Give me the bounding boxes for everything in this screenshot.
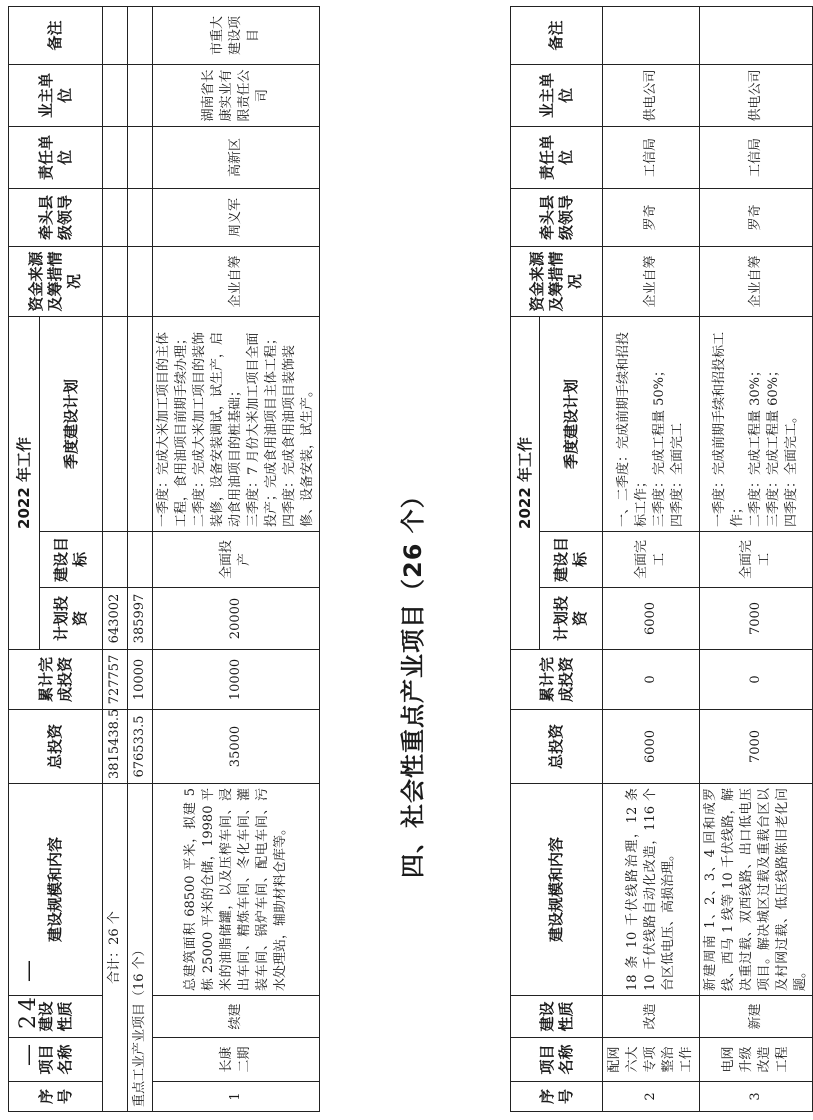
row-scale: 18 条 10 千伏线路治理，12 条 10 千伏线路自动化改造，116 个台区低电压、高损治理。 bbox=[603, 784, 700, 996]
row-seq: 2 bbox=[603, 1082, 700, 1112]
header-owner: 业主单位 bbox=[9, 64, 103, 126]
row-owner: 供电公司 bbox=[700, 64, 813, 126]
row-cumulative-investment: 0 bbox=[603, 650, 700, 710]
row-project-name: 长康二期 bbox=[153, 1038, 320, 1082]
subtotal-planned-investment: 385997 bbox=[128, 588, 153, 650]
row-lead: 罗奇 bbox=[700, 188, 813, 246]
empty-cell bbox=[103, 64, 128, 126]
row-responsible-unit: 高新区 bbox=[153, 126, 320, 188]
header-seq: 序号 bbox=[9, 1082, 103, 1112]
page-number: — 24 — bbox=[16, 956, 41, 1066]
row-total-investment: 35000 bbox=[153, 710, 320, 784]
subtotal-row bbox=[128, 6, 153, 1111]
header-lead: 牵头县级领导 bbox=[511, 188, 603, 246]
header-total-investment: 总投资 bbox=[9, 710, 103, 784]
empty-cell bbox=[128, 188, 153, 246]
empty-cell bbox=[128, 64, 153, 126]
empty-cell bbox=[103, 6, 128, 64]
empty-cell bbox=[103, 532, 128, 588]
row-nature: 新建 bbox=[700, 996, 813, 1038]
header-project-name: 项目名称 bbox=[511, 1038, 603, 1082]
header-scale: 建设规模和内容 bbox=[9, 784, 103, 996]
row-funding: 企业自筹 bbox=[700, 246, 813, 316]
header-scale: 建设规模和内容 bbox=[511, 784, 603, 996]
row-quarterly-plan: 一季度：完成大米加工项目的主体工程，食用油项目前期手续办理； 二季度：完成大米加工项目的装饰装修，设备安装调试，试生产，启动食用油项目的桩基础； 三季度：7 月份大米加工项目全面投产；完成食用油项目主体工程； 四季度：完成食用油项目装饰装修、设备安装，试生产。 bbox=[153, 316, 320, 531]
row-planned-investment: 6000 bbox=[603, 588, 700, 650]
row-lead: 罗奇 bbox=[603, 188, 700, 246]
header-planned-investment: 计划投资 bbox=[540, 588, 603, 650]
row-project-name: 电网升级改造工程 bbox=[700, 1038, 813, 1082]
row-nature: 续建 bbox=[153, 996, 320, 1038]
row-remarks bbox=[603, 6, 700, 64]
row-planned-investment: 20000 bbox=[153, 588, 320, 650]
row-remarks: 市重大建设项目 bbox=[153, 6, 320, 64]
header-target: 建设目标 bbox=[540, 532, 603, 588]
header-planned-investment: 计划投资 bbox=[40, 588, 103, 650]
header-responsible-unit: 责任单位 bbox=[511, 126, 603, 188]
empty-cell bbox=[128, 316, 153, 531]
header-cumulative-investment: 累计完成投资 bbox=[511, 650, 603, 710]
row-funding: 企业自筹 bbox=[153, 246, 320, 316]
header-funding: 资金来源及筹措情况 bbox=[511, 246, 603, 316]
row-owner: 供电公司 bbox=[603, 64, 700, 126]
table-row bbox=[700, 6, 813, 1111]
header-responsible-unit: 责任单位 bbox=[9, 126, 103, 188]
subtotal-label: 重点工业产业项目（16 个） bbox=[128, 784, 153, 1112]
total-planned-investment: 643002 bbox=[103, 588, 128, 650]
header-nature: 建设性质 bbox=[511, 996, 603, 1038]
empty-cell bbox=[103, 126, 128, 188]
row-total-investment: 7000 bbox=[700, 710, 813, 784]
row-total-investment: 6000 bbox=[603, 710, 700, 784]
header-total-investment: 总投资 bbox=[511, 710, 603, 784]
section-title: 四、社会性重点产业项目（26 个） bbox=[399, 483, 427, 878]
empty-cell bbox=[103, 246, 128, 316]
header-seq: 序号 bbox=[511, 1082, 603, 1112]
row-cumulative-investment: 0 bbox=[700, 650, 813, 710]
row-seq: 1 bbox=[153, 1082, 320, 1112]
header-quarterly-plan: 季度建设计划 bbox=[540, 316, 603, 531]
empty-cell bbox=[128, 532, 153, 588]
header-quarterly-plan: 季度建设计划 bbox=[40, 316, 103, 531]
row-owner: 湖南省长康实业有限责任公司 bbox=[153, 64, 320, 126]
table-row bbox=[153, 6, 320, 1111]
row-responsible-unit: 工信局 bbox=[603, 126, 700, 188]
table-row bbox=[603, 6, 700, 1111]
row-scale: 新建周南 1、2、3、4 回和成罗线、西马 1 线等 10 千伏线路，解决重过载、双西线路、出口低电压项目。解决城区过载及重载台区以及村网过载、低压线路陈旧老化问题。 bbox=[700, 784, 813, 996]
header-owner: 业主单位 bbox=[511, 64, 603, 126]
row-scale: 总建筑面积 68500 平米，拟建 5 栋 25000 平米的仓储，19980 平米的油脂储罐，以及压榨车间、浸出车间、精炼车间、冬化车间、灌装车间、锅炉车间、配电车间、污水处理站，辅助材料仓库等。 bbox=[153, 784, 320, 996]
header-cumulative-investment: 累计完成投资 bbox=[9, 650, 103, 710]
row-planned-investment: 7000 bbox=[700, 588, 813, 650]
total-row bbox=[103, 6, 128, 1111]
industry-project-table bbox=[8, 6, 320, 1112]
total-cumulative-investment: 727757 bbox=[103, 650, 128, 710]
row-responsible-unit: 工信局 bbox=[700, 126, 813, 188]
row-funding: 企业自筹 bbox=[603, 246, 700, 316]
header-work-2022: 2022 年工作 bbox=[511, 316, 540, 649]
row-quarterly-plan: 一、二季度：完成前期手续和招投标工作； 三季度：完成工程量 50%； 四季度：全面完工 bbox=[603, 316, 700, 531]
empty-cell bbox=[128, 246, 153, 316]
header-work-2022: 2022 年工作 bbox=[9, 316, 40, 649]
row-cumulative-investment: 10000 bbox=[153, 650, 320, 710]
row-quarterly-plan: 一季度：完成前期手续和招投标工作； 二季度：完成工程量 30%； 三季度：完成工程量 60%； 四季度：全面完工。 bbox=[700, 316, 813, 531]
empty-cell bbox=[128, 6, 153, 64]
row-lead: 周义军 bbox=[153, 188, 320, 246]
row-nature: 改造 bbox=[603, 996, 700, 1038]
subtotal-cumulative-investment: 10000 bbox=[128, 650, 153, 710]
header-remarks: 备注 bbox=[9, 6, 103, 64]
continued-project-table bbox=[510, 6, 813, 1112]
header-funding: 资金来源及筹措情况 bbox=[9, 246, 103, 316]
subtotal-investment: 676533.5 bbox=[128, 710, 153, 784]
row-seq: 3 bbox=[700, 1082, 813, 1112]
empty-cell bbox=[103, 316, 128, 531]
header-remarks: 备注 bbox=[511, 6, 603, 64]
row-target: 全面完工 bbox=[700, 532, 813, 588]
empty-cell bbox=[103, 188, 128, 246]
total-investment: 3815438.5 bbox=[103, 710, 128, 784]
header-project-name: 项目名称 bbox=[9, 1038, 103, 1082]
header-nature: 建设性质 bbox=[9, 996, 103, 1038]
empty-cell bbox=[128, 126, 153, 188]
row-project-name: 配网六大专项整治工作 bbox=[603, 1038, 700, 1082]
row-target: 全面投产 bbox=[153, 532, 320, 588]
header-lead: 牵头县级领导 bbox=[9, 188, 103, 246]
header-target: 建设目标 bbox=[40, 532, 103, 588]
row-target: 全面完工 bbox=[603, 532, 700, 588]
total-label: 合计：26 个 bbox=[103, 784, 128, 1112]
row-remarks bbox=[700, 6, 813, 64]
